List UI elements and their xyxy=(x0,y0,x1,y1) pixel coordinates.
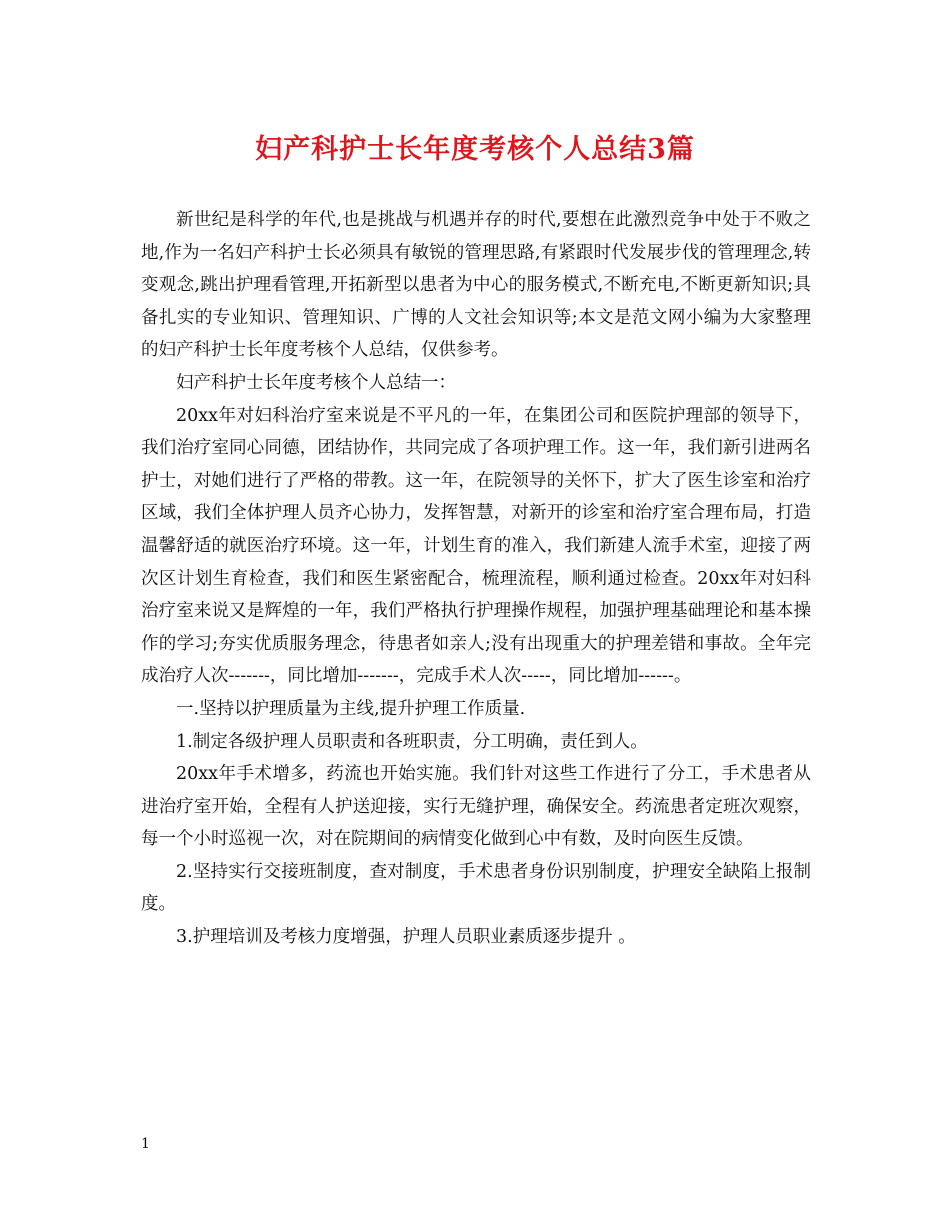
annual-review-paragraph: 20xx年对妇科治疗室来说是不平凡的一年，在集团公司和医院护理部的领导下，我们治疗室同心同德，团结协作，共同完成了各项护理工作。这一年，我们新引进两名护士，对她们进行了严格的带教。这一年，在院领导的关怀下，扩大了医生诊室和治疗区域，我们全体护理人员齐心协力，发挥智慧，对新开的诊室和治疗室合理布局，打造温馨舒适的就医治疗环境。这一年，计划生育的准入，我们新建人流手术室，迎接了两次区计划生育检查，我们和医生紧密配合，梳理流程，顺利通过检查。20xx年对妇科治疗室来说又是辉煌的一年，我们严格执行护理操作规程，加强护理基础理论和基本操作的学习;夯实优质服务理念，待患者如亲人;没有出现重大的护理差错和事故。全年完成治疗人次-------，同比增加-------，完成手术人次-----，同比增加------。 xyxy=(141,405,811,687)
document-body xyxy=(141,204,811,954)
surgery-paragraph: 20xx年手术增多，药流也开始实施。我们针对这些工作进行了分工，手术患者从进治疗室开始，全程有人护送迎接，实行无缝护理，确保安全。药流患者定班次观察，每一个小时巡视一次，对在院期间的病情变化做到心中有数，及时向医生反馈。 xyxy=(141,764,811,850)
section-heading-quality: 一.坚持以护理质量为主线,提升护理工作质量. xyxy=(176,698,526,719)
page-number: 1 xyxy=(141,1136,150,1152)
document-title: 妇产科护士长年度考核个人总结3篇 xyxy=(255,134,695,165)
list-item-training: 3.护理培训及考核力度增强，护理人员职业素质逐步提升 。 xyxy=(176,927,636,948)
section-heading-summary-one: 妇产科护士长年度考核个人总结一： xyxy=(176,372,456,393)
list-item-duties: 1.制定各级护理人员职责和各班职责，分工明确，责任到人。 xyxy=(176,731,648,752)
list-item-handover: 2.坚持实行交接班制度，查对制度，手术患者身份识别制度，护理安全缺陷上报制度。 xyxy=(141,861,811,915)
intro-paragraph: 新世纪是科学的年代,也是挑战与机遇并存的时代,要想在此激烈竞争中处于不败之地,作为一名妇产科护士长必须具有敏锐的管理思路,有紧跟时代发展步伐的管理理念,转变观念,跳出护理看管理,开拓新型以患者为中心的服务模式,不断充电,不断更新知识;具备扎实的专业知识、管理知识、广博的人文社会知识等;本文是范文网小编为大家整理的妇产科护士长年度考核个人总结，仅供参考。 xyxy=(141,210,811,361)
